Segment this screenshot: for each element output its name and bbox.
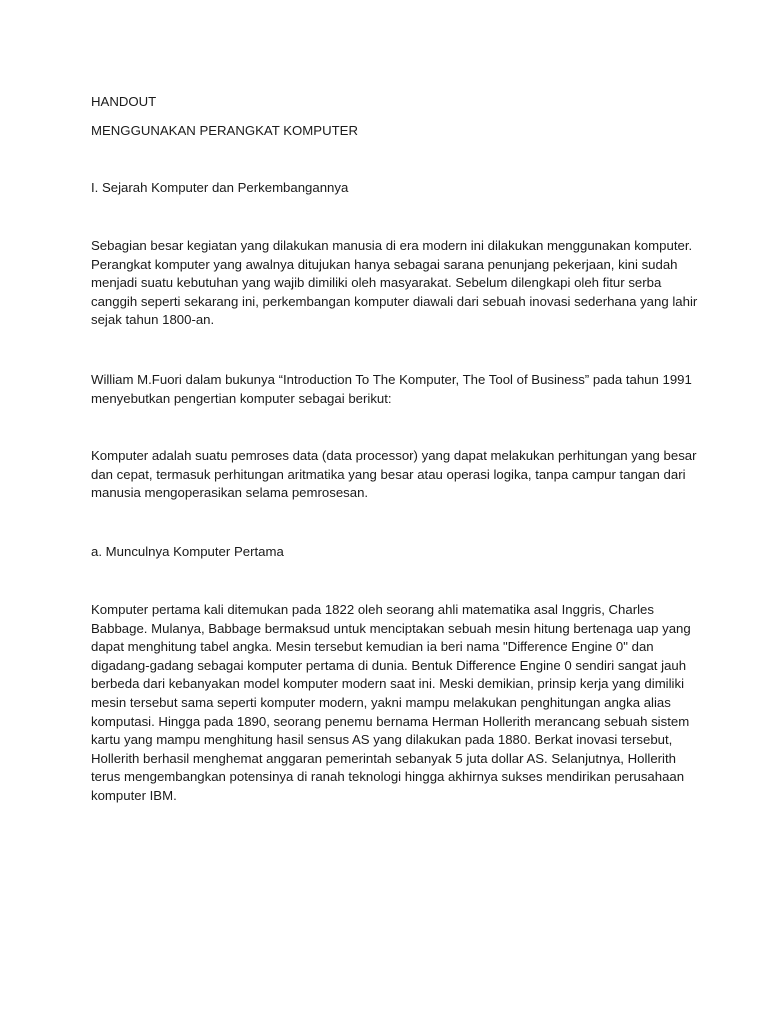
section-heading-text: I. Sejarah Komputer dan Perkembangannya [91, 180, 349, 195]
paragraph-line: manusia mengoperasikan selama pemrosesan. [91, 485, 369, 501]
handout-label [91, 93, 156, 112]
document-title [91, 122, 358, 141]
paragraph-line: Sebagian besar kegiatan yang dilakukan manusia di era modern ini dilakukan menggunakan komputer. [91, 238, 693, 253]
subsection-heading [91, 543, 284, 562]
paragraph-intro [91, 237, 697, 330]
paragraph-line: dan cepat, termasuk perhitungan aritmatika yang besar atau operasi logika, tanpa campur tangan dari [91, 466, 686, 482]
paragraph-line: Komputer pertama kali ditemukan pada 1822 oleh seorang ahli matematika asal Inggris, Charles [91, 602, 654, 617]
paragraph-line: menjadi suatu kebutuhan yang wajib dimiliki oleh masyarakat. Sebelum dilengkapi oleh fitur serba [91, 275, 662, 291]
paragraph-line: menyebutkan pengertian komputer sebagai berikut: [91, 390, 392, 406]
paragraph-line: sejak tahun 1800-an. [91, 312, 215, 328]
subsection-heading-text: a. Munculnya Komputer Pertama [91, 544, 284, 559]
paragraph-line: mesin tersebut sama seperti komputer modern, yakni mampu melakukan penghitungan angka alias [91, 694, 671, 710]
title-text: MENGGUNAKAN PERANGKAT KOMPUTER [91, 123, 358, 138]
paragraph-line: Hollerith berhasil menghemat anggaran pemerintah sebanyak 5 juta dollar AS. Selanjutnya, Hollerith [91, 750, 676, 766]
handout-text: HANDOUT [91, 94, 157, 109]
section-heading [91, 179, 348, 198]
paragraph-fuori [91, 371, 692, 408]
paragraph-line: William M.Fuori dalam bukunya “Introduction To The Komputer, The Tool of Business” pada tahun 1991 [91, 372, 692, 387]
paragraph-line: komputer IBM. [91, 787, 177, 803]
paragraph-first-computer [91, 601, 691, 806]
paragraph-line: dapat menghitung tabel angka. Mesin tersebut kemudian ia beri nama "Difference Engine 0" dan [91, 639, 654, 655]
paragraph-line: kartu yang mampu menghitung hasil sensus AS yang dilakukan pada 1880. Berkat inovasi tersebut, [91, 732, 673, 748]
paragraph-line: terus mengembangkan potensinya di ranah teknologi hingga akhirnya sukses mendirikan perusahaan [91, 769, 685, 785]
paragraph-line: Babbage. Mulanya, Babbage bermaksud untuk menciptakan sebuah mesin hitung bertenaga uap yang [91, 620, 691, 636]
paragraph-line: berbeda dari kebanyakan model komputer modern saat ini. Meski demikian, prinsip kerja yang dimiliki [91, 676, 684, 692]
paragraph-line: Komputer adalah suatu pemroses data (data processor) yang dapat melakukan perhitungan yang besar [91, 448, 697, 463]
paragraph-line: digadang-gadang sebagai komputer pertama di dunia. Bentuk Difference Engine 0 sendiri sangat jauh [91, 657, 687, 673]
paragraph-line: komputasi. Hingga pada 1890, seorang penemu bernama Herman Hollerith merancang sebuah sistem [91, 713, 690, 729]
paragraph-definition [91, 447, 697, 503]
paragraph-line: canggih seperti sekarang ini, perkembangan komputer diawali dari sebuah inovasi sederhana yang lahir [91, 293, 698, 309]
paragraph-line: Perangkat komputer yang awalnya ditujukan hanya sebagai sarana penunjang pekerjaan, kini sudah [91, 256, 678, 272]
